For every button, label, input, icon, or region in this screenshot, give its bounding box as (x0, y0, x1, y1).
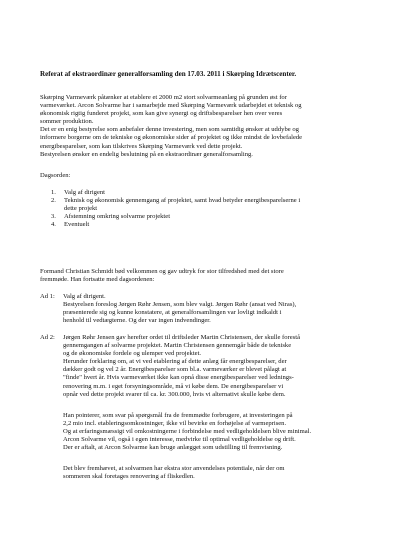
intro-line: Det er en enig bestyrelse som anbefaler denne investering, men som samtidig ønsker at uddybe og (40, 126, 299, 134)
ad2-line: 2,2 mio incl. etableringsomkostninger, ikke vil bevirke en forhøjelse af varmeprisen. (63, 420, 287, 428)
ad2-line: og de økonomiske fordele og ulemper ved projektet. (63, 350, 202, 358)
ad2-line: sommeren skal foretages renovering af fliskedlen. (63, 473, 195, 481)
ad2-line: Jørgen Røhr Jensen gav herefter ordet til driftsleder Martin Christensen, der skulle forestå (63, 334, 301, 341)
ad2-body (63, 334, 381, 399)
ad2-line: opnår ved dette projekt svarer til ca. kr. 300.000, hvis vi alternativt skulle købe dem. (63, 390, 286, 398)
ad1-label: Ad 1: (40, 293, 55, 300)
agenda-number: 1. (51, 189, 56, 196)
agenda-number: 2. (51, 197, 56, 205)
welcome-line: fremmøde. Han fortsatte med dagsordenen: (40, 276, 155, 284)
agenda-text: Eventuelt (64, 221, 90, 229)
agenda-text: dette projekt (64, 205, 98, 213)
agenda-number: 3. (51, 213, 56, 221)
agenda-number: 4. (51, 221, 56, 229)
agenda-text: Teknisk og økonomisk gennemgang af projektet, samt hvad betyder energibesparelserne i (64, 197, 301, 205)
intro-line: varmeværket. Arcon Solvarme har i samarbejde med Skørping Varmeværk udarbejdet et teknisk og (40, 102, 302, 110)
intro-line: informere borgerne om de tekniske og økonomiske sider af projektet og ikke mindst de lovbefalede (40, 134, 303, 142)
ad2-line: gennemgangen af solvarme projektet. Martin Christensen gennemgår både de tekniske (63, 342, 292, 350)
ad1-line: præsenterede sig og kunne konstatere, at generalforsamlingen var lovligt indkaldt i (63, 309, 282, 317)
agenda-heading (40, 172, 378, 180)
welcome-paragraph (40, 268, 378, 284)
ad2-line: Det blev fremhævet, at solvarmen har ekstra stor anvendelses potentiale, når der om (63, 465, 285, 472)
agenda-item (40, 213, 378, 221)
agenda-heading-text: Dagsorden: (40, 172, 71, 179)
welcome-line: Formand Christian Schmidt bød velkommen og gav udtryk for stor tilfredshed med det store (40, 268, 284, 275)
agenda-item (40, 221, 378, 229)
agenda-list (40, 189, 378, 229)
ad2-line: Der er aftalt, at Arcon Solvarme kan bruge anlægget som udstilling til fremvisning. (63, 444, 283, 452)
agenda-text: Valg af dirigent (64, 189, 106, 196)
intro-line: økonomisk rigtig funderet projekt, som kan give synergi og driftsbesparelser hen over veres (40, 110, 283, 118)
agenda-text: Afstemning omkring solvarme projektet (64, 213, 171, 221)
intro-paragraph (40, 94, 378, 159)
ad2-label: Ad 2: (40, 334, 55, 341)
ad1-line: Bestyrelsen foreslog Jørgen Røhr Jensen, som blev valgt. Jørgen Røhr (ansat ved Niras), (63, 301, 297, 309)
document-title: Referat af ekstraordinær generalforsamling den 17.03. 2011 i Skørping Idrætscenter. (40, 70, 297, 78)
ad2-line: dækker godt og vel 2 år. Energibesparelser som bl.a. varmeværker er blevet pålagt at (63, 366, 287, 374)
agenda-item (40, 189, 378, 197)
ad2-line: Han pointerer, som svar på spørgsmål fra de fremmødte forbrugere, at investeringen på (63, 412, 293, 419)
ad1-line: henhold til vedtægterne. Og der var ingen indvendinger. (63, 317, 211, 325)
agenda-item-continuation (40, 205, 378, 213)
ad2-line: Arcon Solvarme vil, også i egen interesse, medvirke til optimal vedligeholdelse og drift. (63, 436, 296, 444)
intro-line: sommer produktion. (40, 118, 94, 126)
ad2-line: "finde" hvert år. Hvis varmeværket ikke kan opnå disse energibesparelser ved lednings- (63, 374, 294, 382)
ad2-line: renovering m.m. i eget forsyningsområde, må vi købe dem. De energibesparelser vi (63, 382, 284, 390)
ad1-line: Valg af dirigent. (63, 293, 106, 300)
ad2-paragraph-2 (63, 412, 381, 452)
intro-line: energibesparelser, som kan tilskrives Skørping Varmeværk ved dette projekt. (40, 142, 243, 150)
ad1-body (63, 293, 381, 325)
agenda-item (40, 197, 378, 205)
ad2-line: Herunder forklaring om, at vi ved etablering af dette anlæg får energibesparelser, der (63, 358, 287, 366)
intro-line: Bestyrelsen ønsker en endelig beslutning på en ekstraordinær generalforsamling. (40, 150, 253, 158)
ad2-line: Og at erfaringsmæssigt vil omkostningerne i forbindelse med vedligeholdelsen blive minimal. (63, 428, 312, 436)
ad2-paragraph-3 (63, 465, 381, 481)
intro-line: Skørping Varmeværk påtænker at etablere et 2000 m2 stort solvarmeanlæg på grunden øst for (40, 94, 287, 101)
